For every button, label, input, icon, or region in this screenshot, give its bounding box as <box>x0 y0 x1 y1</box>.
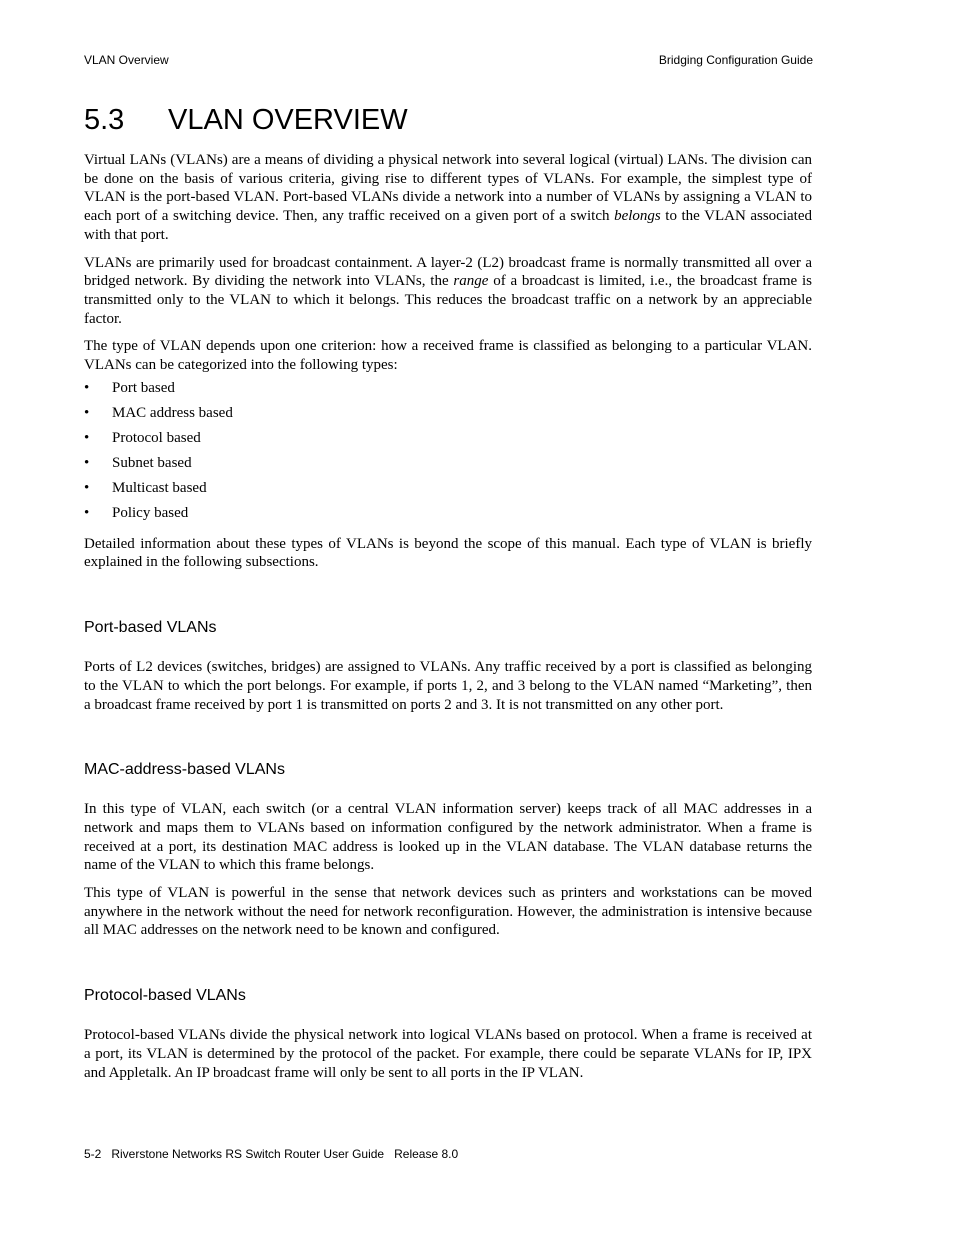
list-item: • Protocol based <box>84 429 201 446</box>
subsection-heading-mac: MAC-address-based VLANs <box>84 761 285 779</box>
emphasis-belongs: belongs <box>614 208 661 225</box>
list-item: • Subnet based <box>84 454 192 471</box>
intro-paragraph-2: VLANs are primarily used for broadcast containment. A layer-2 (L2) broadcast frame is normally transmitted all over a bridged network. By dividing the network into VLANs, the range of a broadcast is limited, i.e., the broadcast frame is transmitted only to the VLAN to which it belongs. This reduces the broadcast traffic on a network by an appreciable factor. <box>84 254 812 327</box>
subsection-heading-protocol: Protocol-based VLANs <box>84 987 246 1005</box>
section-number: 5.3 <box>84 104 125 136</box>
list-item: • MAC address based <box>84 404 233 421</box>
section-title-text: VLAN OVERVIEW <box>168 104 408 136</box>
intro-paragraph-1: Virtual LANs (VLANs) are a means of dividing a physical network into several logical (virtual) LANs. The division can be done on the basis of various criteria, giving rise to different types of VLANs. For example, the simplest type of VLAN is the port-based VLAN. Port-based VLANs divide a network into a number of VLANs by assigning a VLAN to each port of a switching device. Then, any traffic received on a given port of a switch belongs to the VLAN associated with that port. <box>84 152 812 243</box>
intro-paragraph-4: Detailed information about these types of VLANs is beyond the scope of this manual. Each type of VLAN is briefly explained in the following subsections. <box>84 535 812 571</box>
running-header-section: VLAN Overview <box>84 53 169 67</box>
page-footer: 5-2 Riverstone Networks RS Switch Router User Guide Release 8.0 <box>84 1147 459 1161</box>
protocol-paragraph-1: Protocol-based VLANs divide the physical network into logical VLANs based on protocol. When a frame is received at a port, its VLAN is determined by the protocol of the packet. For example, there could be separate VLANs for IP, IPX and Appletalk. An IP broadcast frame will only be sent to all ports in the IP VLAN. <box>84 1027 812 1081</box>
mac-paragraph-2: This type of VLAN is powerful in the sense that network devices such as printers and workstations can be moved anywhere in the network without the need for network reconfiguration. However, the administration is intensive because all MAC addresses on the network need to be known and configured. <box>84 885 812 939</box>
running-header-guide: Bridging Configuration Guide <box>658 53 813 67</box>
list-item: • Port based <box>84 379 175 396</box>
list-item: • Policy based <box>84 504 189 521</box>
vlan-types-list <box>84 379 812 529</box>
intro-paragraph-3: The type of VLAN depends upon one criterion: how a received frame is classified as belonging to a particular VLAN. VLANs can be categorized into the following types: <box>84 338 812 374</box>
port-paragraph-1: Ports of L2 devices (switches, bridges) are assigned to VLANs. Any traffic received by a port is classified as belonging to the VLAN to which the port belongs. For example, if ports 1, 2, and 3 belong to the VLAN named “Marketing”, then a broadcast frame received by port 1 is transmitted on ports 2 and 3. It is not transmitted on any other port. <box>84 659 812 713</box>
page-body <box>84 102 812 1082</box>
emphasis-range: range <box>453 273 489 290</box>
mac-paragraph-1: In this type of VLAN, each switch (or a central VLAN information server) keeps track of all MAC addresses in a network and maps them to VLANs based on information configured by the network administrator. When a frame is received at a port, its destination MAC address is looked up in the VLAN database. The VLAN database returns the name of the VLAN to which this frame belongs. <box>84 801 812 874</box>
subsection-heading-port: Port-based VLANs <box>84 619 217 637</box>
section-title <box>84 102 812 138</box>
list-item: • Multicast based <box>84 479 207 496</box>
